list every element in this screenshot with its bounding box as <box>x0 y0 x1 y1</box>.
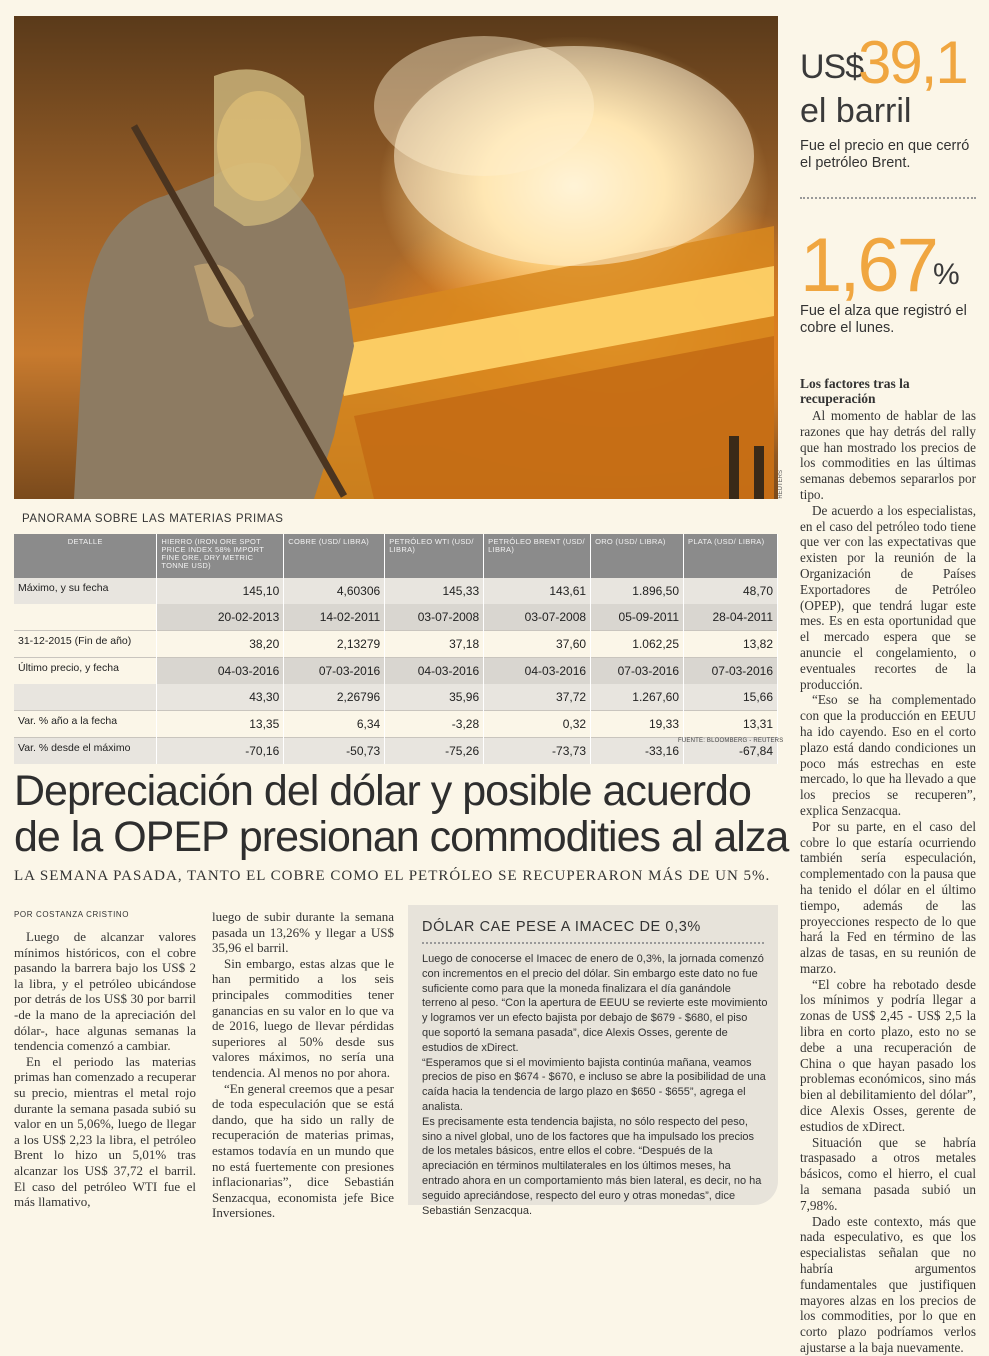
table-cell: 37,72 <box>484 684 591 711</box>
headline: Depreciación del dólar y posible acuerdo de la OPEP presionan commodities al alza <box>14 767 789 861</box>
table-header: COBRE (USD/ LIBRA) <box>284 534 385 578</box>
table-row <box>14 738 778 765</box>
commodities-table <box>14 534 778 764</box>
table-row <box>14 711 778 738</box>
row-label: Var. % año a la fecha <box>14 711 157 738</box>
table-cell: -33,16 <box>591 738 684 765</box>
table-row <box>14 578 778 604</box>
stat2-value: 1,67 <box>800 223 936 308</box>
table-cell: 04-03-2016 <box>385 658 484 685</box>
table-cell: 05-09-2011 <box>591 604 684 631</box>
table-header: PLATA (USD/ LIBRA) <box>684 534 778 578</box>
side-article-paragraph: De acuerdo a los especialistas, en el caso del petróleo todo tiene que ver con las expectativas que existen por la reunión de la Organización de Países Exportadores de Petróleo (OPEP), que tendrá lugar este mes. Es en esta oportunidad que el mercado espera que se anuncie el congelamiento, o eventuales recortes de la producción. <box>800 502 976 692</box>
table-cell: 13,82 <box>684 631 778 658</box>
table-cell: 48,70 <box>684 578 778 604</box>
stat1-description: Fue el precio en que cerró el petróleo Brent. <box>800 138 970 171</box>
stat2-description: Fue el alza que registró el cobre el lunes. <box>800 303 967 336</box>
table-cell: 13,31 <box>684 711 778 738</box>
table-cell: 03-07-2008 <box>385 604 484 631</box>
table-cell: 04-03-2016 <box>157 658 284 685</box>
table-cell: 07-03-2016 <box>684 658 778 685</box>
table-cell: 6,34 <box>284 711 385 738</box>
table-cell: -73,73 <box>484 738 591 765</box>
row-label <box>14 604 157 631</box>
body-paragraph: Sin embargo, estas alzas que le han permitido a los seis principales commodities tener ganancias en su valor en lo que va de 2016, luego de llevar pérdidas superiores al 50% desde sus valores máximos, no sería una tendencia. Al menos no por ahora. <box>212 955 394 1080</box>
table-row <box>14 631 778 658</box>
box-paragraph: “Esperamos que si el movimiento bajista continúa mañana, veamos precios de piso en $674 - $670, e incluso se abre la posibilidad de una caída hacia la tendencia de largo plazo en $650 - $655”, agrega el analista. <box>422 1056 766 1113</box>
table-cell: 19,33 <box>591 711 684 738</box>
box-body <box>422 952 768 1218</box>
side-article-paragraph: “Eso se ha complementado con que la producción en EEUU ha ido cayendo. Eso en el corto plazo está dando condiciones un poco más estrechas en este mercado, lo que ha llevado a que los precios se recuperen”, explica Senzacqua. <box>800 692 976 818</box>
table-cell: 2,13279 <box>284 631 385 658</box>
box-paragraph: Es precisamente esta tendencia bajista, no sólo respecto del peso, sino a nivel global, uno de los factores que ha impulsado los precios de los metales básicos, entre ellos el cobre. “Después de la apreciación en términos multilaterales en los últimos meses, ha entrado ahora en un comportamiento más bien lateral, es decir, no ha seguido apreciándose, respecto del euro y otras monedas”, dice Sebastián Senzacqua. <box>422 1115 762 1217</box>
table-header: PETRÓLEO BRENT (USD/ LIBRA) <box>484 534 591 578</box>
body-column-1 <box>14 929 196 1210</box>
table-cell: 28-04-2011 <box>684 604 778 631</box>
table-cell: 04-03-2016 <box>484 658 591 685</box>
dollar-box <box>408 905 778 1217</box>
table-row <box>14 684 778 711</box>
table-cell: 38,20 <box>157 631 284 658</box>
table-cell: 07-03-2016 <box>591 658 684 685</box>
table-cell: 13,35 <box>157 711 284 738</box>
table-cell: 0,32 <box>484 711 591 738</box>
side-article <box>800 376 976 1356</box>
row-label: Máximo, y su fecha <box>14 578 157 604</box>
table-row <box>14 604 778 631</box>
table-cell: -70,16 <box>157 738 284 765</box>
table-cell: -3,28 <box>385 711 484 738</box>
side-article-paragraph: “El cobre ha rebotado desde los mínimos y podría llegar a zonas de US$ 2,45 - US$ 2,5 la libra en corto plazo, esto no se debe a una recuperación de China o que hayan pasado los problemas económicos, sino más bien al debilitamiento del dólar”, dice Alexis Osses, gerente de estudios de xDirect. <box>800 976 976 1134</box>
side-article-heading: Los factores tras la recuperación <box>800 376 910 406</box>
table-source: FUENTE: BLOOMBERG - REUTERS <box>678 738 784 744</box>
side-article-paragraph: Por su parte, en el caso del cobre lo que estaría ocurriendo también sería especulación, complementado con la pausa que ha tenido el dólar en el último tiempo, además de las proyecciones respecto de lo que hará la Fed en término de las alzas de tasas, en su reunión de marzo. <box>800 818 976 976</box>
table-cell: 15,66 <box>684 684 778 711</box>
table-header: HIERRO (IRON ORE SPOT PRICE INDEX 58% IMPORT FINE ORE, DRY METRIC TONNE USD) <box>157 534 284 578</box>
table-cell: -67,84 <box>684 738 778 765</box>
table-cell: 35,96 <box>385 684 484 711</box>
subheadline: LA SEMANA PASADA, TANTO EL COBRE COMO EL PETRÓLEO SE RECUPERARON MÁS DE UN 5%. <box>14 868 771 884</box>
row-label <box>14 684 157 711</box>
photo-credit: REUTERS <box>778 470 784 499</box>
table-cell: 14-02-2011 <box>284 604 385 631</box>
photo-worker-furnace <box>14 16 778 499</box>
table-header: PETRÓLEO WTI (USD/ LIBRA) <box>385 534 484 578</box>
table-cell: 03-07-2008 <box>484 604 591 631</box>
table-cell: 43,30 <box>157 684 284 711</box>
body-paragraph: Luego de alcanzar valores mínimos históricos, con el cobre pasando la barrera bajo los US$ 2 la libra, y el petróleo ubicándose por detrás de los US$ 30 por barril -de la mano de la apreciación del dólar-, hace algunas semanas la tendencia comenzó a cambiar. <box>14 929 196 1054</box>
table-cell: 1.062,25 <box>591 631 684 658</box>
side-article-paragraph: Situación que se habría traspasado a otros metales básicos, como el hierro, el cual la semana pasada subió un 7,98%. <box>800 1134 976 1213</box>
table-cell: 145,33 <box>385 578 484 604</box>
box-divider <box>422 942 764 944</box>
stat2-unit: % <box>933 258 960 291</box>
table-cell: 07-03-2016 <box>284 658 385 685</box>
side-article-paragraph: Al momento de hablar de las razones que hay detrás del rally que han mostrado los precios de los commodities en las últimas semanas debemos separarlos por tipo. <box>800 408 976 502</box>
table-cell: 145,10 <box>157 578 284 604</box>
table-header: DETALLE <box>14 534 157 578</box>
body-paragraph: “En general creemos que a pesar de toda especulación que se está dando, que ha sido un rally de recuperación de materias primas, estamos todavía en un mundo que no está fuertemente con presiones inflacionarias”, dice Sebastián Senzacqua, economista jefe Bice Inversiones. <box>212 1080 394 1221</box>
box-paragraph: Luego de conocerse el Imacec de enero de 0,3%, la jornada comenzó con incrementos en el precio del dólar. Sin embargo este dato no fue suficiente como para que la moneda finalizara el día ganándole terreno al peso. “Con la apertura de EEUU se revierte este movimiento y logramos ver un efecto bajista por debajo de $679 - $680, el piso que soportó la semana pasada”, dice Alexis Osses, gerente de estudios de xDirect. <box>422 953 768 1054</box>
table-cell: 2,26796 <box>284 684 385 711</box>
table-cell: 37,60 <box>484 631 591 658</box>
row-label: 31-12-2015 (Fin de año) <box>14 631 157 658</box>
table-title: PANORAMA SOBRE LAS MATERIAS PRIMAS <box>22 513 284 525</box>
table-cell: 20-02-2013 <box>157 604 284 631</box>
stat1-unit: el barril <box>800 92 912 130</box>
table-header-row <box>14 534 778 578</box>
table-cell: 4,60306 <box>284 578 385 604</box>
table-cell: 37,18 <box>385 631 484 658</box>
body-paragraph: luego de subir durante la semana pasada un 13,26% y llegar a US$ 35,96 el barril. <box>212 909 394 956</box>
table-row <box>14 658 778 685</box>
body-column-2 <box>212 909 394 1221</box>
stat1-value: 39,1 <box>858 29 967 96</box>
stat1-currency: US$ <box>800 48 864 86</box>
body-paragraph: En el periodo las materias primas han comenzado a recuperar su precio, mientras el metal rojo durante la semana pasada subió su valor en un 5,06%, luego de llegar a los US$ 2,23 la libra, el petróleo Brent lo hizo un 5,01% tras alcanzar los US$ 37,72 el barril. El caso del petróleo WTI fue el más llamativo, <box>14 1053 196 1210</box>
byline: POR COSTANZA CRISTINO <box>14 910 130 919</box>
table-cell: 1.896,50 <box>591 578 684 604</box>
row-label: Var. % desde el máximo <box>14 738 157 765</box>
row-label: Último precio, y fecha <box>14 658 157 685</box>
table-header: ORO (USD/ LIBRA) <box>591 534 684 578</box>
box-title: DÓLAR CAE PESE A IMACEC DE 0,3% <box>422 919 701 935</box>
photo-illustration <box>14 16 778 499</box>
table-cell: -50,73 <box>284 738 385 765</box>
table-cell: 1.267,60 <box>591 684 684 711</box>
table-cell: 143,61 <box>484 578 591 604</box>
side-article-paragraph: Dado este contexto, más que nada especulativo, es que los especialistas señalan que no habría argumentos fundamentales que justifiquen mayores alzas en los precios de los commodities, por lo que en corto plazo podríamos verlos ajustarse a la baja nuevamente. <box>800 1213 976 1356</box>
stat-divider <box>800 197 976 199</box>
table-cell: -75,26 <box>385 738 484 765</box>
